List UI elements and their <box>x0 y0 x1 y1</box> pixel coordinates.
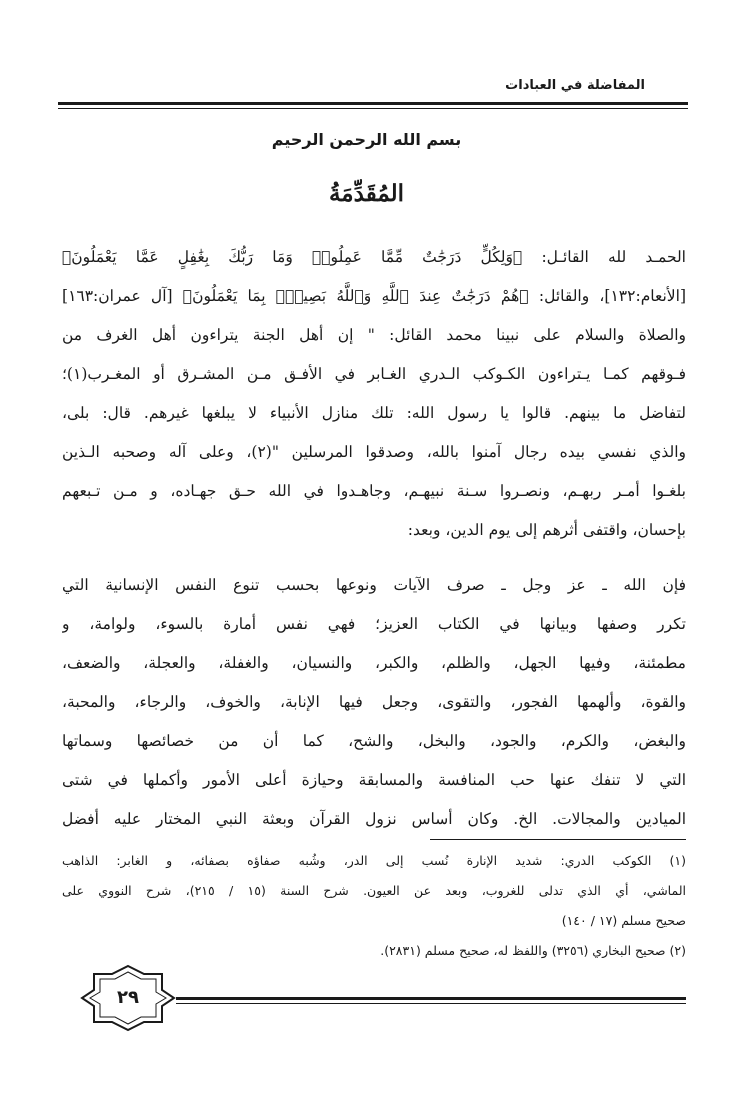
header-rule <box>58 102 688 105</box>
intro-line: بلغـوا أمـر ربهـم، ونصـروا سـنة نبيهـم، وجاهـدوا في الله حـق جهـاده، و مـن تـبعهم <box>62 482 686 500</box>
running-header-title: المفاضلة في العبادات <box>505 78 645 93</box>
body-line: مطمئنة، وفيها الجهل، والظلم، والكبر، والنسيان، والغفلة، والعجلة، والضعف، <box>62 654 686 672</box>
footnote-line: (١) الكوكب الدري: شديد الإنارة نُسب إلى الدر، وشُبه صفاؤه بصفائه، و الغابر: الذاهب <box>62 853 686 868</box>
body-paragraph <box>62 566 686 839</box>
body-line: والبغض، والكرم، والجود، والبخل، والشح، كما أن من خصائصها وسماتها <box>62 732 686 750</box>
intro-line: لتفاضل ما بينهم. قالوا يا رسول الله: تلك منازل الأنبياء لا يبلغها غيرهم. قال: بلى، <box>62 404 686 422</box>
body-line: تكرر وصفها وبيانها في الكتاب العزيز؛ فهي نفس أمارة بالسوء، ولوامة، و <box>62 615 686 633</box>
intro-line: فـوقهم كمـا يـتراءون الكـوكب الـدري الغـابر في الأفـق مـن المشـرق أو المغـرب(١)؛ <box>62 365 686 383</box>
footer-rule <box>176 997 686 1000</box>
body-line: فإن الله ـ عز وجل ـ صرف الآيات ونوعها بحسب تنوع النفس الإنسانية التي <box>62 576 686 594</box>
body-line: الميادين والمجالات. الخ. وكان أساس نزول القرآن وبعثة النبي المختار عليه أفضل <box>62 810 686 828</box>
footnote-line: الماشي، أي الذي تدلى للغروب، وبعد عن العيون. شرح السنة (١٥ / ٢١٥)، شرح النووي على <box>62 883 686 898</box>
footnotes <box>62 846 686 966</box>
footnote-line: (٢) صحيح البخاري (٣٢٥٦) واللفظ له، صحيح مسلم (٢٨٣١). <box>380 943 686 958</box>
intro-paragraph <box>62 238 686 550</box>
body-line: التي لا تنفك عنها حب المنافسة والمسابقة وحيازة أعلى الأمور وأكملها في شتى <box>62 771 686 789</box>
body-line: والقوة، وألهمها الفجور، والتقوى، وجعل فيها الإنابة، والخوف، والرجاء، والمحبة، <box>62 693 686 711</box>
intro-line: [الأنعام:١٣٢]، والقائل: ﴿هُمْ دَرَجَٰتٌ عِندَ ٱللَّهِ وَٱللَّهُ بَصِيرٌۢ بِمَا يَعْمَلُونَ﴾ [آل عمران:١٦٣] <box>62 287 686 305</box>
intro-line: والذي نفسي بيده رجال آمنوا بالله، وصدقوا المرسلين "(٢)، وعلى آله وصحبه الـذين <box>62 443 686 461</box>
footer-rule-thin <box>176 1003 686 1004</box>
footnote-rule <box>430 839 686 840</box>
intro-line: والصلاة والسلام على نبينا محمد القائل: " إن أهل الجنة يتراءون أهل الغرف من <box>62 326 686 344</box>
page-number: ٢٩ <box>117 987 139 1008</box>
header-rule-thin <box>58 108 688 109</box>
basmala: بسم الله الرحمن الرحيم <box>271 130 462 149</box>
intro-line: الحمـد لله القائـل: ﴿وَلِكُلٍّ دَرَجَٰتٌ مِّمَّا عَمِلُوا۟ وَمَا رَبُّكَ بِغَٰفِلٍ عَمَّا يَعْمَلُونَ﴾ <box>62 248 686 266</box>
intro-line: بإحسان، واقتفى أثرهم إلى يوم الدين، وبعد: <box>407 521 686 539</box>
footnote-line: صحيح مسلم (١٧ / ١٤٠) <box>561 913 686 928</box>
section-title: المُقَدِّمَةُ <box>328 180 405 207</box>
